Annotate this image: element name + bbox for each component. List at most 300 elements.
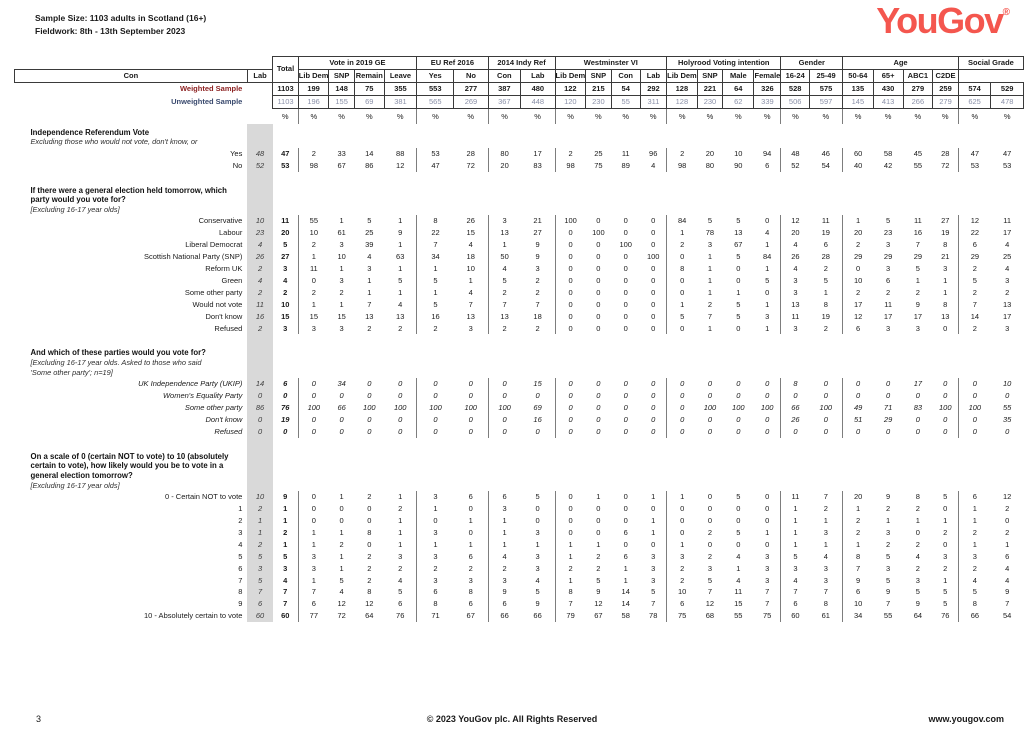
data-cell: 0 (417, 414, 454, 426)
data-cell: 13 (734, 228, 743, 238)
data-cell: 100 (958, 402, 990, 414)
data-cell: 4 (488, 551, 521, 563)
data-cell: 0 (555, 491, 586, 503)
data-cell: 2 (667, 148, 698, 160)
data-cell: 0 (781, 426, 810, 438)
data-cell: 3 (468, 575, 473, 585)
data-cell: 0 (398, 391, 403, 401)
data-cell: 10 (337, 252, 346, 262)
data-cell: 3 (651, 563, 656, 573)
shaded-value: 14 (247, 378, 272, 390)
spacer (247, 57, 272, 70)
row-label: No (232, 160, 243, 170)
data-cell: 3 (943, 264, 948, 274)
data-cell: 1 (781, 503, 810, 515)
data-cell: 1 (958, 539, 990, 551)
data-cell: 0 (736, 414, 741, 424)
data-cell: 28 (821, 252, 830, 262)
data-cell: 8 (468, 587, 473, 597)
data-cell: 1 (843, 503, 873, 515)
data-cell: 98 (555, 160, 586, 172)
data-cell: 2 (367, 575, 372, 585)
data-cell: 27 (533, 228, 542, 238)
weighted-sample-value: 215 (586, 82, 611, 95)
row-label: Some other party (184, 287, 243, 297)
data-cell: 3 (398, 551, 403, 561)
data-cell: 5 (488, 275, 521, 287)
shaded-value: 5 (247, 575, 272, 587)
spacer (273, 172, 1024, 216)
data-cell: 50 (488, 251, 521, 263)
weighted-sample-value: 553 (417, 82, 454, 95)
total-value: 7 (283, 599, 288, 609)
data-cell: 2 (915, 539, 920, 549)
data-cell: 6 (468, 492, 473, 502)
data-cell: 0 (398, 379, 403, 389)
data-cell: 3 (651, 575, 656, 585)
weighted-sample-value: 259 (933, 82, 959, 95)
data-cell: 7 (707, 311, 713, 321)
percent-symbol: % (734, 111, 742, 121)
yougov-logo (876, 0, 1010, 42)
data-cell: 2 (958, 527, 990, 539)
data-cell: 1 (958, 515, 990, 527)
data-cell: 0 (298, 378, 329, 390)
spacer (247, 82, 272, 95)
data-cell: 3 (667, 551, 698, 563)
data-cell: 7 (765, 599, 770, 609)
data-cell: 25 (365, 228, 374, 238)
data-cell: 72 (941, 160, 950, 170)
data-cell: 13 (781, 299, 810, 311)
row-label: Refused (214, 426, 243, 436)
data-cell: 1 (651, 515, 656, 525)
data-cell: 1 (915, 275, 920, 285)
data-cell: 47 (958, 148, 990, 160)
spacer (247, 95, 272, 108)
column-header: Leave (384, 69, 416, 82)
data-cell: 1 (339, 527, 344, 537)
data-cell: 90 (734, 160, 743, 170)
data-cell: 79 (555, 610, 586, 622)
data-cell: 0 (555, 390, 586, 402)
row-label: Don't know (205, 414, 243, 424)
spacer (273, 334, 1024, 378)
data-cell: 14 (621, 587, 630, 597)
data-cell: 8 (943, 240, 948, 250)
data-cell: 0 (915, 391, 920, 401)
data-cell: 3 (823, 563, 828, 573)
data-cell: 1 (468, 539, 473, 549)
row-label: 5 (238, 551, 243, 561)
data-cell: 0 (623, 216, 628, 226)
data-cell: 3 (298, 551, 329, 563)
data-cell: 2 (488, 323, 521, 335)
percent-symbol: % (667, 108, 698, 124)
report-meta (35, 12, 206, 38)
data-cell: 7 (886, 599, 891, 609)
data-cell: 0 (886, 391, 891, 401)
data-cell: 2 (843, 527, 873, 539)
data-cell: 1 (667, 227, 698, 239)
data-cell: 11 (821, 216, 830, 226)
section-title: If there were a general election held tomorrow, which party would you vote for? (30, 185, 227, 205)
data-cell: 5 (943, 599, 948, 609)
data-cell: 0 (765, 426, 770, 436)
data-cell: 8 (823, 299, 828, 309)
data-cell: 68 (705, 611, 715, 621)
data-cell: 4 (398, 575, 403, 585)
percent-symbol: % (622, 111, 630, 121)
data-cell: 7 (707, 587, 713, 597)
data-cell: 58 (621, 611, 630, 621)
data-cell: 21 (941, 252, 950, 262)
data-cell: 2 (596, 563, 601, 573)
column-header: No (454, 69, 488, 82)
unweighted-sample-value: 413 (873, 95, 903, 108)
data-cell: 55 (298, 215, 329, 227)
data-cell: 2 (298, 239, 329, 251)
column-header: 25-49 (809, 69, 842, 82)
unweighted-sample-value: 597 (809, 95, 842, 108)
data-cell: 0 (667, 390, 698, 402)
data-cell: 15 (466, 228, 475, 238)
data-cell: 3 (765, 563, 770, 573)
data-cell: 100 (298, 402, 329, 414)
data-cell: 2 (667, 575, 698, 587)
percent-symbol: % (555, 108, 586, 124)
data-cell: 6 (623, 527, 628, 537)
data-cell: 1 (468, 515, 473, 525)
data-cell: 0 (736, 426, 741, 436)
data-cell: 12 (1003, 492, 1012, 502)
data-cell: 13 (466, 311, 475, 321)
data-cell: 25 (1003, 252, 1012, 262)
data-cell: 67 (594, 611, 603, 621)
row-label: 1 (238, 504, 243, 514)
data-cell: 72 (466, 160, 475, 170)
unweighted-sample-value: 367 (488, 95, 521, 108)
total-value: 1 (283, 515, 288, 525)
data-cell: 9 (535, 252, 540, 262)
data-cell: 29 (843, 251, 873, 263)
weighted-sample-value: 199 (298, 82, 329, 95)
data-cell: 7 (555, 598, 586, 610)
data-cell: 1 (488, 239, 521, 251)
data-cell: 0 (468, 379, 473, 389)
total-value: 1 (283, 539, 288, 549)
data-cell: 14 (365, 148, 374, 158)
data-cell: 5 (596, 575, 601, 585)
data-cell: 0 (555, 527, 586, 539)
data-cell: 4 (781, 263, 810, 275)
data-cell: 13 (1003, 299, 1012, 309)
data-cell: 2 (915, 504, 920, 514)
data-cell: 0 (667, 503, 698, 515)
data-cell: 0 (651, 287, 656, 297)
unweighted-sample-value: 196 (298, 95, 329, 108)
unweighted-sample-value: 478 (991, 95, 1024, 108)
data-cell: 2 (535, 287, 540, 297)
data-cell: 1 (488, 515, 521, 527)
data-cell: 5 (339, 575, 344, 585)
section-note: 'Some other party'; n=19] (30, 367, 113, 377)
data-cell: 0 (843, 378, 873, 390)
unweighted-sample-label: Unweighted Sample (171, 96, 243, 106)
data-cell: 18 (466, 252, 475, 262)
section-title: On a scale of 0 (certain NOT to vote) to 10 (absolutely certain to vote), how likely would you be to vote in a general election tomorrow? (30, 451, 229, 480)
data-cell: 0 (468, 504, 473, 514)
data-cell: 20 (843, 227, 873, 239)
data-cell: 15 (734, 599, 743, 609)
data-cell: 11 (734, 587, 743, 597)
data-cell: 4 (468, 287, 473, 297)
data-cell: 1 (707, 252, 713, 262)
data-cell: 2 (1005, 287, 1010, 297)
data-cell: 0 (555, 287, 586, 299)
data-cell: 3 (886, 240, 891, 250)
data-cell: 80 (705, 160, 715, 170)
data-cell: 51 (843, 414, 873, 426)
unweighted-sample-value: 62 (723, 95, 754, 108)
data-cell: 53 (417, 148, 454, 160)
row-label: 2 (238, 515, 243, 525)
data-cell: 15 (337, 311, 346, 321)
data-cell: 1 (943, 575, 948, 585)
data-cell: 15 (298, 311, 329, 323)
data-cell: 88 (396, 148, 405, 158)
section-title: And which of these parties would you vote for? (30, 348, 206, 358)
data-cell: 100 (619, 240, 632, 250)
data-cell: 2 (398, 504, 403, 514)
total-value: 60 (281, 611, 290, 621)
data-cell: 7 (535, 299, 540, 309)
data-cell: 0 (417, 426, 454, 438)
data-cell: 3 (823, 575, 828, 585)
row-label: 8 (238, 587, 243, 597)
data-cell: 1 (943, 275, 948, 285)
data-cell: 75 (763, 611, 772, 621)
data-cell: 1 (823, 539, 828, 549)
data-cell: 0 (781, 390, 810, 402)
data-cell: 4 (765, 228, 770, 238)
crosstab-table (14, 56, 1024, 622)
data-cell: 2 (707, 527, 713, 537)
data-cell: 1 (398, 515, 403, 525)
data-cell: 20 (705, 148, 715, 158)
weighted-sample-value: 575 (809, 82, 842, 95)
data-cell: 0 (765, 539, 770, 549)
data-cell: 17 (1003, 311, 1012, 321)
data-cell: 0 (651, 504, 656, 514)
data-cell: 0 (943, 379, 948, 389)
data-cell: 3 (781, 323, 810, 335)
row-label: Women's Equality Party (162, 391, 243, 401)
data-cell: 0 (943, 414, 948, 424)
data-cell: 0 (651, 240, 656, 250)
data-cell: 14 (621, 599, 630, 609)
total-value: 5 (283, 240, 288, 250)
column-header: ABC1 (903, 69, 933, 82)
data-cell: 0 (958, 414, 990, 426)
spacer (247, 108, 272, 124)
data-cell: 5 (736, 527, 741, 537)
data-cell: 40 (843, 160, 873, 172)
total-value: 0 (283, 391, 288, 401)
shaded-value: 16 (247, 311, 272, 323)
data-cell: 0 (596, 264, 601, 274)
data-cell: 0 (843, 426, 873, 438)
data-cell: 9 (398, 228, 403, 238)
data-cell: 3 (339, 275, 344, 285)
shaded-value: 2 (247, 539, 272, 551)
unweighted-sample-value: 1103 (273, 95, 299, 108)
data-cell: 7 (958, 299, 990, 311)
data-cell: 4 (958, 575, 990, 587)
column-header: Con (15, 69, 248, 82)
data-cell: 55 (1003, 403, 1012, 413)
row-label: 4 (238, 539, 243, 549)
data-cell: 16 (913, 228, 923, 238)
data-cell: 17 (533, 148, 542, 158)
total-value: 15 (281, 311, 290, 321)
data-cell: 1 (1005, 539, 1010, 549)
section-title: Independence Referendum Vote (30, 127, 150, 137)
data-cell: 6 (958, 239, 990, 251)
data-cell: 55 (913, 160, 923, 170)
row-label: Scottish National Party (SNP) (143, 252, 243, 262)
data-cell: 2 (823, 264, 828, 274)
column-header: Male (723, 69, 754, 82)
data-cell: 2 (367, 551, 372, 561)
data-cell: 47 (417, 160, 454, 172)
data-cell: 3 (339, 240, 344, 250)
data-cell: 19 (821, 311, 830, 321)
data-cell: 5 (651, 587, 656, 597)
data-cell: 34 (843, 610, 873, 622)
data-cell: 3 (886, 323, 891, 333)
data-cell: 6 (623, 551, 628, 561)
data-cell: 0 (1005, 515, 1010, 525)
data-cell: 80 (488, 148, 521, 160)
percent-symbol: % (488, 108, 521, 124)
shaded-value: 0 (247, 390, 272, 402)
data-cell: 6 (781, 598, 810, 610)
data-cell: 5 (417, 299, 454, 311)
data-cell: 1 (398, 527, 403, 537)
weighted-sample-value: 122 (555, 82, 586, 95)
data-cell: 1 (736, 287, 741, 297)
data-cell: 0 (555, 323, 586, 335)
data-cell: 84 (667, 215, 698, 227)
data-cell: 3 (943, 551, 948, 561)
data-cell: 0 (535, 391, 540, 401)
row-label: Reform UK (205, 264, 243, 274)
total-value: 5 (283, 551, 288, 561)
data-cell: 0 (651, 275, 656, 285)
data-cell: 2 (468, 563, 473, 573)
total-value: 7 (283, 587, 288, 597)
data-cell: 0 (765, 391, 770, 401)
data-cell: 25 (594, 148, 603, 158)
registered-trademark-symbol: ® (1002, 7, 1010, 18)
unweighted-sample-value: 448 (521, 95, 555, 108)
percent-symbol: % (706, 111, 714, 121)
data-cell: 1 (886, 515, 891, 525)
data-cell: 0 (943, 426, 948, 436)
data-cell: 72 (337, 611, 346, 621)
data-cell: 0 (468, 426, 473, 436)
unweighted-sample-value: 120 (555, 95, 586, 108)
shaded-value: 11 (247, 299, 272, 311)
column-group-header: Social Grade (958, 57, 1023, 70)
data-cell: 1 (915, 515, 920, 525)
data-cell: 1 (367, 275, 372, 285)
data-cell: 0 (417, 515, 454, 527)
data-cell: 8 (417, 598, 454, 610)
data-cell: 96 (649, 148, 658, 158)
shaded-column-band (247, 172, 272, 216)
data-cell: 34 (337, 379, 346, 389)
data-cell: 0 (535, 426, 540, 436)
percent-symbol: % (281, 111, 289, 121)
data-cell: 22 (958, 227, 990, 239)
data-cell: 1 (555, 575, 586, 587)
data-cell: 8 (667, 263, 698, 275)
data-cell: 13 (365, 311, 374, 321)
total-value: 20 (281, 228, 290, 238)
data-cell: 33 (337, 148, 346, 158)
row-label: 9 (238, 599, 243, 609)
data-cell: 3 (535, 551, 540, 561)
data-cell: 1 (943, 287, 948, 297)
data-cell: 5 (398, 587, 403, 597)
data-cell: 1 (781, 515, 810, 527)
data-cell: 100 (555, 215, 586, 227)
data-cell: 15 (533, 379, 542, 389)
unweighted-sample-value: 230 (586, 95, 611, 108)
data-cell: 0 (488, 378, 521, 390)
data-cell: 52 (781, 160, 810, 172)
data-cell: 17 (1003, 228, 1012, 238)
column-header: SNP (329, 69, 354, 82)
data-cell: 0 (943, 391, 948, 401)
data-cell: 55 (883, 611, 893, 621)
data-cell: 29 (883, 252, 893, 262)
percent-symbol: % (365, 111, 373, 121)
weighted-sample-value: 64 (723, 82, 754, 95)
data-cell: 1 (398, 216, 403, 226)
data-cell: 54 (1003, 611, 1012, 621)
data-cell: 2 (943, 527, 948, 537)
data-cell: 8 (781, 378, 810, 390)
data-cell: 0 (667, 426, 698, 438)
unweighted-sample-value: 55 (611, 95, 640, 108)
data-cell: 0 (596, 414, 601, 424)
weighted-sample-label: Weighted Sample (179, 84, 243, 94)
data-cell: 6 (667, 598, 698, 610)
data-cell: 4 (398, 299, 403, 309)
data-cell: 0 (596, 252, 601, 262)
data-cell: 5 (535, 492, 540, 502)
data-cell: 47 (1003, 148, 1012, 158)
data-cell: 6 (1005, 551, 1010, 561)
section-note: [Excluding 16-17 year olds] (30, 480, 120, 490)
data-cell: 0 (667, 323, 698, 335)
unweighted-sample-value: 565 (417, 95, 454, 108)
weighted-sample-value: 292 (640, 82, 666, 95)
data-cell: 2 (823, 504, 828, 514)
